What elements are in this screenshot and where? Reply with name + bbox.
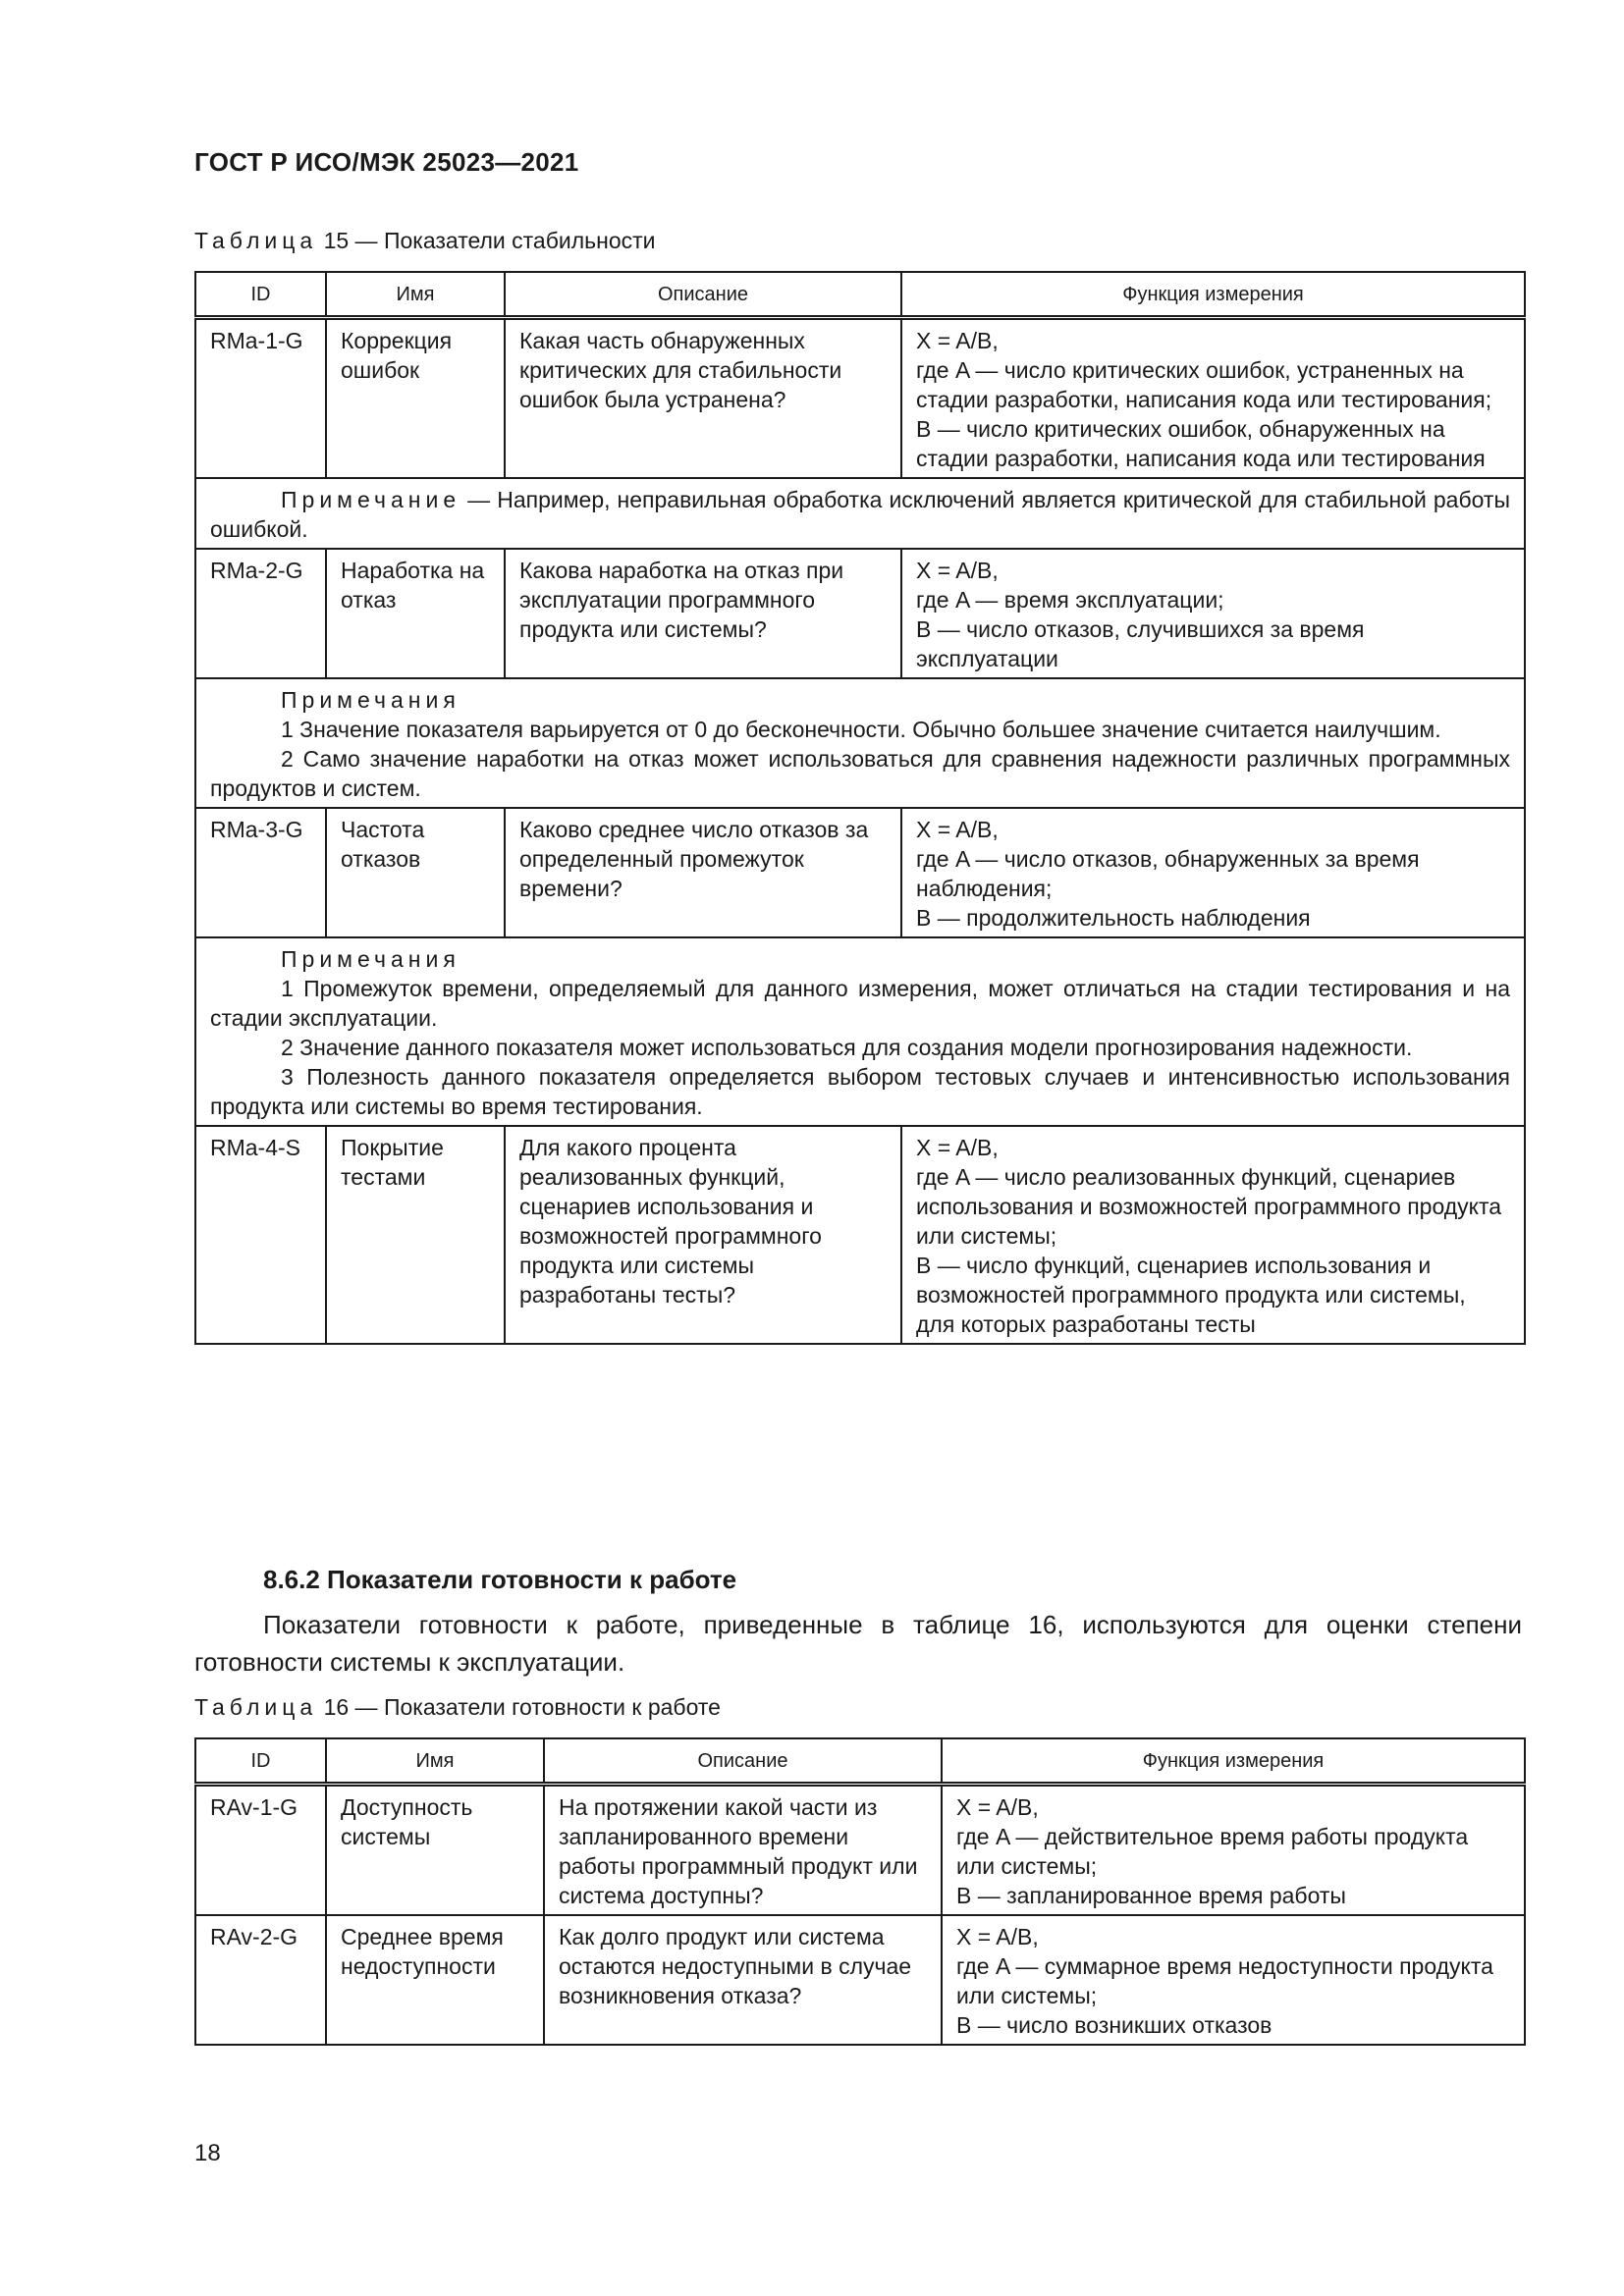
- table-note: [195, 478, 1525, 549]
- row-name: Коррекция ошибок: [326, 318, 505, 479]
- note-title: Примечание: [281, 487, 461, 512]
- table16-col-function: Функция измерения: [942, 1738, 1525, 1785]
- section-text: Показатели готовности к работе, приведенные в таблице 16, используются для оценки степени готовности системы к эксплуатации.: [194, 1610, 1522, 1677]
- table15-col-function: Функция измерения: [901, 272, 1525, 318]
- note-item: 1 Промежуток времени, определяемый для данного измерения, может отличаться на стадии тестирования и на стадии эксплуатации.: [210, 976, 1510, 1031]
- table-row: [195, 318, 1525, 479]
- row-description: Какая часть обнаруженных критических для стабильности ошибок была устранена?: [505, 318, 901, 479]
- table-note-row: [195, 678, 1525, 808]
- table-note: [195, 937, 1525, 1126]
- table15-caption-label: Таблица: [194, 228, 318, 253]
- row-id: RMa-2-G: [195, 549, 326, 678]
- row-function: X = A/B, где A — время эксплуатации; B — число отказов, случившихся за время эксплуатации: [901, 549, 1525, 678]
- row-name: Среднее время недоступности: [326, 1915, 544, 2045]
- table15-caption-text: 15 — Показатели стабильности: [317, 228, 656, 253]
- row-description: На протяжении какой части из запланированного времени работы программный продукт или система доступны?: [544, 1785, 942, 1916]
- row-id: RMa-4-S: [195, 1126, 326, 1344]
- section-title: 8.6.2 Показатели готовности к работе: [263, 1565, 737, 1594]
- row-function: X = A/B, где A — число критических ошибок, устраненных на стадии разработки, написания кода или тестирования; B — число критических ошибок, обнаруженных на стадии разработки, написания кода или тестирования: [901, 318, 1525, 479]
- table15: [194, 271, 1526, 1345]
- note-text: — Например, неправильная обработка исключений является критической для стабильной работы ошибкой.: [210, 487, 1510, 542]
- document-header: ГОСТ Р ИСО/МЭК 25023—2021: [194, 147, 579, 177]
- row-description: Какова наработка на отказ при эксплуатации программного продукта или системы?: [505, 549, 901, 678]
- table-row: [195, 1785, 1525, 1916]
- row-name: Доступность системы: [326, 1785, 544, 1916]
- note-item: 3 Полезность данного показателя определяется выбором тестовых случаев и интенсивностью использования продукта или системы во время тестирования.: [210, 1064, 1510, 1119]
- table16-col-id: ID: [195, 1738, 326, 1785]
- row-function: X = A/B, где A — число реализованных функций, сценариев использования и возможностей программного продукта или системы; B — число функций, сценариев использования и возможностей программного продукта или системы, для которых разработаны тесты: [901, 1126, 1525, 1344]
- table15-caption: [194, 228, 656, 254]
- note-item: 2 Само значение наработки на отказ может использоваться для сравнения надежности различных программных продуктов и систем.: [210, 746, 1510, 801]
- row-description: Для какого процента реализованных функций, сценариев использования и возможностей программного продукта или системы разработаны тесты?: [505, 1126, 901, 1344]
- row-id: RAv-1-G: [195, 1785, 326, 1916]
- row-function: X = A/B, где A — суммарное время недоступности продукта или системы; B — число возникших отказов: [942, 1915, 1525, 2045]
- table16: [194, 1737, 1526, 2046]
- table-row: [195, 549, 1525, 678]
- note-item: 1 Значение показателя варьируется от 0 до бесконечности. Обычно большее значение считается наилучшим.: [281, 717, 1441, 742]
- note-title: Примечания: [281, 946, 460, 972]
- page-number: 18: [194, 2140, 221, 2166]
- table-row: [195, 808, 1525, 937]
- table16-col-name: Имя: [326, 1738, 544, 1785]
- row-name: Наработка на отказ: [326, 549, 505, 678]
- table-note: [195, 678, 1525, 808]
- row-description: Каково среднее число отказов за определенный промежуток времени?: [505, 808, 901, 937]
- table15-col-name: Имя: [326, 272, 505, 318]
- table16-col-description: Описание: [544, 1738, 942, 1785]
- row-description: Как долго продукт или система остаются недоступными в случае возникновения отказа?: [544, 1915, 942, 2045]
- table-row: [195, 1915, 1525, 2045]
- row-id: RMa-1-G: [195, 318, 326, 479]
- table16-header-row: [195, 1738, 1525, 1785]
- table-note-row: [195, 937, 1525, 1126]
- row-function: X = A/B, где A — действительное время работы продукта или системы; B — запланированное время работы: [942, 1785, 1525, 1916]
- note-item: 2 Значение данного показателя может использоваться для создания модели прогнозирования надежности.: [281, 1035, 1413, 1060]
- table15-header-row: [195, 272, 1525, 318]
- table16-caption: [194, 1694, 721, 1721]
- table16-caption-label: Таблица: [194, 1694, 318, 1720]
- table-row: [195, 1126, 1525, 1344]
- table15-col-id: ID: [195, 272, 326, 318]
- row-id: RAv-2-G: [195, 1915, 326, 2045]
- row-name: Частота отказов: [326, 808, 505, 937]
- row-id: RMa-3-G: [195, 808, 326, 937]
- table16-caption-text: 16 — Показатели готовности к работе: [317, 1694, 721, 1720]
- table-note-row: [195, 478, 1525, 549]
- table15-col-description: Описание: [505, 272, 901, 318]
- row-name: Покрытие тестами: [326, 1126, 505, 1344]
- row-function: X = A/B, где A — число отказов, обнаруженных за время наблюдения; B — продолжительность наблюдения: [901, 808, 1525, 937]
- note-title: Примечания: [281, 687, 460, 713]
